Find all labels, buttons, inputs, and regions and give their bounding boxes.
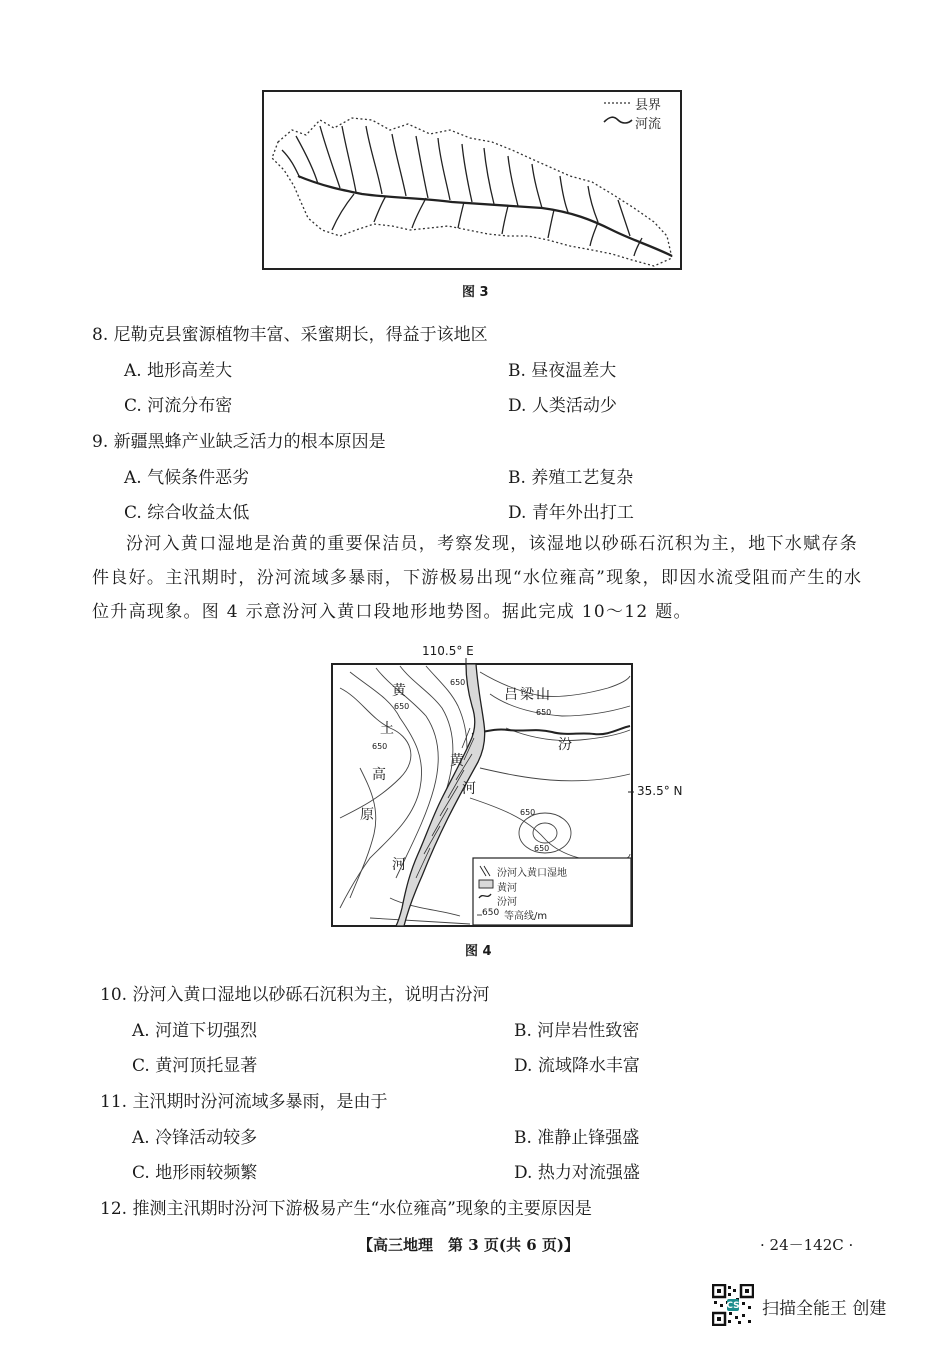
question-12-stem: 12. 推测主汛期时汾河下游极易产生“水位雍高”现象的主要原因是 — [100, 1199, 592, 1219]
contour-value-3: 650 — [450, 678, 466, 687]
legend-river-label: 河流 — [635, 117, 662, 132]
question-8-option-b: B. 昼夜温差大 — [508, 361, 617, 381]
passage — [92, 527, 892, 629]
fen-label: 汾 — [558, 737, 572, 753]
question-11-option-d: D. 热力对流强盛 — [514, 1163, 640, 1183]
question-9-option-d: D. 青年外出打工 — [508, 503, 634, 523]
scanner-watermark: 扫描全能王 创建 — [762, 1299, 887, 1319]
paper-code: · 24－142C · — [760, 1236, 854, 1254]
question-9-option-c: C. 综合收益太低 — [124, 503, 250, 523]
question-10-option-d: D. 流域降水丰富 — [514, 1056, 640, 1076]
question-10-option-b: B. 河岸岩性致密 — [514, 1021, 640, 1041]
figure-3-map — [262, 90, 682, 270]
svg-text:CS: CS — [726, 1301, 740, 1311]
question-11-option-b: B. 准静止锋强盛 — [514, 1128, 640, 1148]
legend-wetland-label: 汾河入黄口湿地 — [497, 868, 567, 879]
figure-3-caption: 图 3 — [462, 285, 489, 300]
passage-line-2: 件良好。主汛期时，汾河流域多暴雨，下游极易出现“水位雍高”现象，即因水流受阻而产生的水 — [92, 568, 863, 588]
loess-label-1: 黄 — [392, 683, 406, 699]
question-8-option-d: D. 人类活动少 — [508, 396, 617, 416]
legend-county-label: 县界 — [635, 98, 662, 113]
passage-line-3: 位升高现象。图 4 示意汾河入黄口段地形地势图。据此完成 10～12 题。 — [92, 602, 692, 622]
legend-yellow-river-label: 黄河 — [497, 883, 517, 894]
page-footer: 【高三地理 第 3 页(共 6 页)】 — [358, 1236, 579, 1254]
figure-4-caption: 图 4 — [465, 944, 492, 959]
question-9-option-b: B. 养殖工艺复杂 — [508, 468, 634, 488]
loess-label-4: 原 — [360, 807, 374, 823]
contour-value-1: 650 — [394, 702, 410, 711]
question-8-stem: 8. 尼勒克县蜜源植物丰富、采蜜期长，得益于该地区 — [92, 325, 488, 345]
question-11-stem: 11. 主汛期时汾河流域多暴雨，是由于 — [100, 1092, 388, 1112]
question-10-stem: 10. 汾河入黄口湿地以砂砾石沉积为主，说明古汾河 — [100, 985, 490, 1005]
question-11-option-c: C. 地形雨较频繁 — [132, 1163, 258, 1183]
legend-contour-label: 等高线/m — [504, 911, 548, 922]
loess-label-3: 高 — [372, 767, 386, 783]
question-8-option-c: C. 河流分布密 — [124, 396, 233, 416]
question-10-option-a: A. 河道下切强烈 — [132, 1021, 258, 1041]
loess-label-2: 土 — [380, 721, 394, 737]
lower-he-label: 河 — [392, 857, 406, 873]
question-9-option-a: A. 气候条件恶劣 — [124, 468, 250, 488]
legend-contour-value: 650 — [482, 908, 500, 918]
question-10-option-c: C. 黄河顶托显著 — [132, 1056, 258, 1076]
figure-4-map — [330, 644, 683, 930]
longitude-label: 110.5° E — [422, 644, 474, 658]
passage-line-1: 汾河入黄口湿地是治黄的重要保洁员，考察发现，该湿地以砂砾石沉积为主，地下水赋存条 — [126, 534, 858, 554]
contour-value-5: 650 — [520, 808, 536, 817]
contour-value-6: 650 — [534, 844, 550, 853]
contour-value-2: 650 — [372, 742, 388, 751]
huanghe-label-1: 黄 — [450, 753, 464, 769]
huanghe-label-2: 河 — [462, 781, 476, 797]
question-11-option-a: A. 冷锋活动较多 — [132, 1128, 258, 1148]
question-9-stem: 9. 新疆黑蜂产业缺乏活力的根本原因是 — [92, 432, 386, 452]
legend-fen-river-label: 汾河 — [497, 897, 517, 908]
figure-4-svg — [330, 658, 660, 930]
qr-code-icon — [712, 1284, 754, 1326]
latitude-label: 35.5° N — [637, 784, 683, 798]
contour-value-4: 650 — [536, 708, 552, 717]
figure-3-svg — [262, 90, 682, 270]
question-8-option-a: A. 地形高差大 — [124, 361, 233, 381]
lvliang-mountain-label: 吕梁山 — [504, 687, 552, 703]
